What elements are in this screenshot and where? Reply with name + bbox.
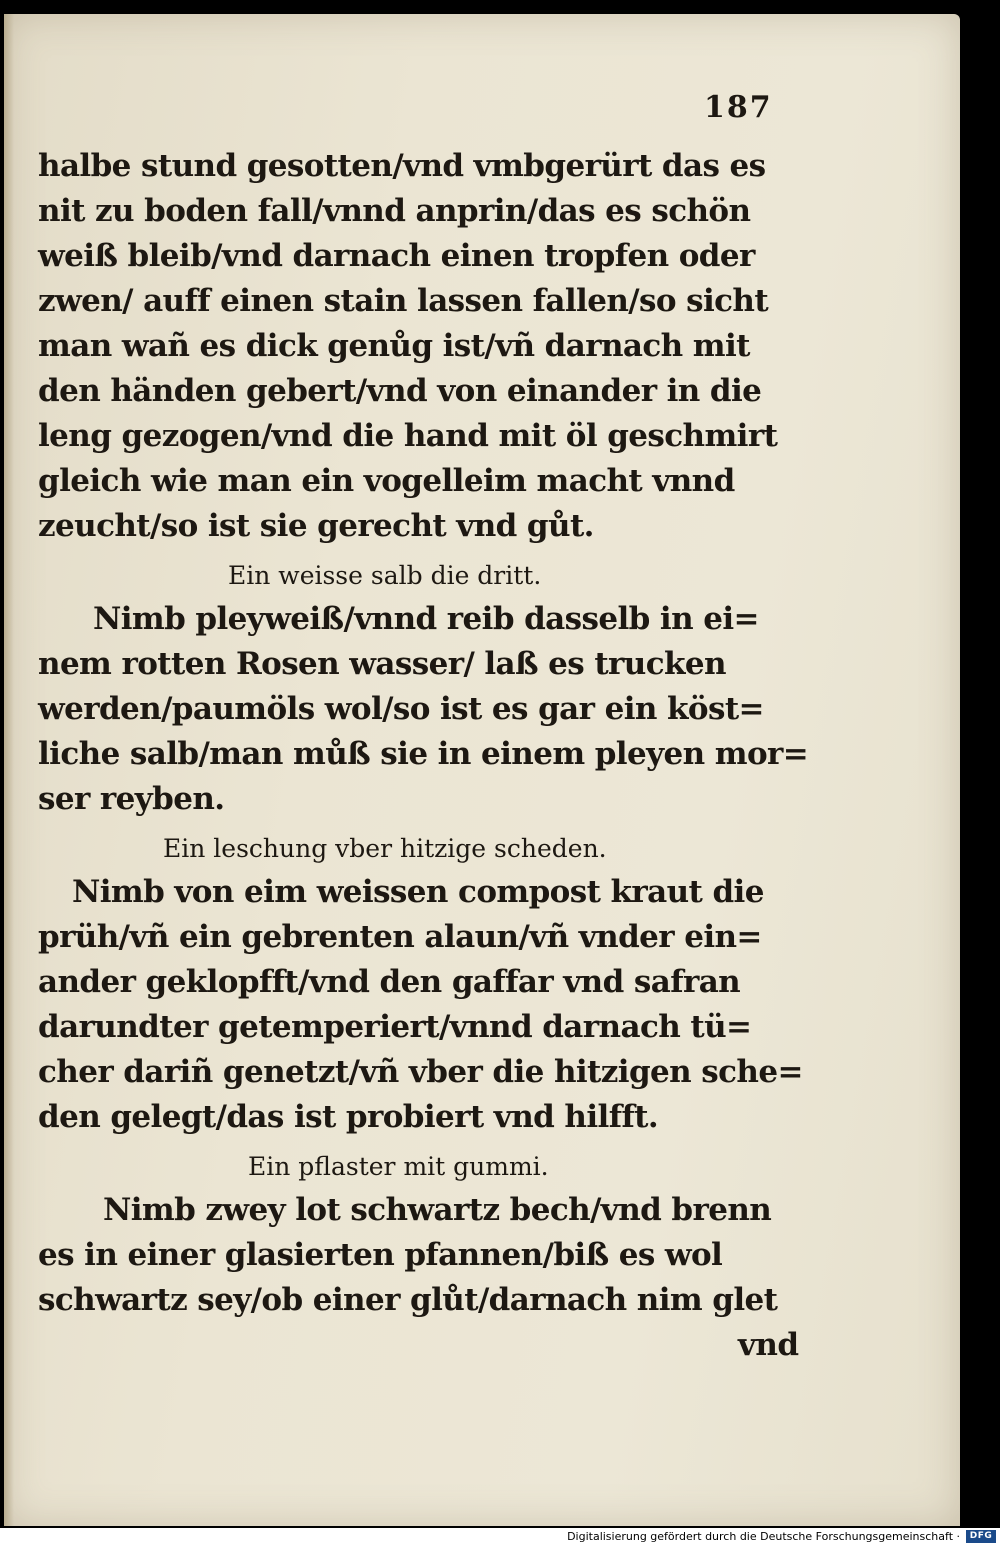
text-line: weiß bleib/vnd darnach einen tropfen oder	[38, 238, 755, 274]
footer-bar	[0, 1528, 1000, 1546]
text-line: prüh/vñ ein gebrenten alaun/vñ vnder ein=	[38, 919, 762, 955]
text-line: man wañ es dick genůg ist/vñ darnach mit	[38, 328, 750, 364]
text-line: nit zu boden fall/vnnd anprin/das es schön	[38, 193, 751, 229]
funding-credit: Digitalisierung gefördert durch die Deutsche Forschungsgemeinschaft ·	[567, 1530, 960, 1543]
section-heading: Ein leschung vber hitzige scheden.	[163, 834, 607, 863]
section-heading: Ein pflaster mit gummi.	[248, 1152, 549, 1181]
text-line: halbe stund gesotten/vnd vmbgerürt das es	[38, 148, 766, 184]
text-line: schwartz sey/ob einer glůt/darnach nim glet	[38, 1282, 778, 1318]
book-page	[4, 14, 960, 1526]
text-line: Nimb pleyweiß/vnnd reib dasselb in ei=	[93, 601, 759, 637]
text-line: den händen gebert/vnd von einander in die	[38, 373, 762, 409]
text-line: cher dariñ genetzt/vñ vber die hitzigen sche=	[38, 1054, 803, 1090]
text-line: Nimb von eim weissen compost kraut die	[72, 874, 764, 910]
text-line: Nimb zwey lot schwartz bech/vnd brenn	[103, 1192, 772, 1228]
text-line: den gelegt/das ist probiert vnd hilfft.	[38, 1099, 659, 1135]
section-heading: Ein weisse salb die dritt.	[228, 561, 542, 590]
text-block	[38, 86, 828, 1368]
folio-number: 187	[704, 90, 773, 125]
text-line: ser reyben.	[38, 781, 225, 817]
dfg-logo: DFG	[966, 1530, 996, 1543]
text-line: nem rotten Rosen wasser/ laß es trucken	[38, 646, 726, 682]
text-line: es in einer glasierten pfannen/biß es wol	[38, 1237, 723, 1273]
text-line: zeucht/so ist sie gerecht vnd gůt.	[38, 508, 594, 544]
text-line: werden/paumöls wol/so ist es gar ein köst=	[38, 691, 764, 727]
text-line: gleich wie man ein vogelleim macht vnnd	[38, 463, 735, 499]
page-gutter-shadow	[4, 14, 14, 1526]
text-line: ander geklopfft/vnd den gaffar vnd safran	[38, 964, 741, 1000]
text-line: liche salb/man můß sie in einem pleyen mor=	[38, 736, 809, 772]
text-line: darundter getemperiert/vnnd darnach tü=	[38, 1009, 752, 1045]
text-line: leng gezogen/vnd die hand mit öl geschmirt	[38, 418, 778, 454]
text-line: zwen/ auff einen stain lassen fallen/so sicht	[38, 283, 769, 319]
catchword: vnd	[738, 1327, 799, 1363]
